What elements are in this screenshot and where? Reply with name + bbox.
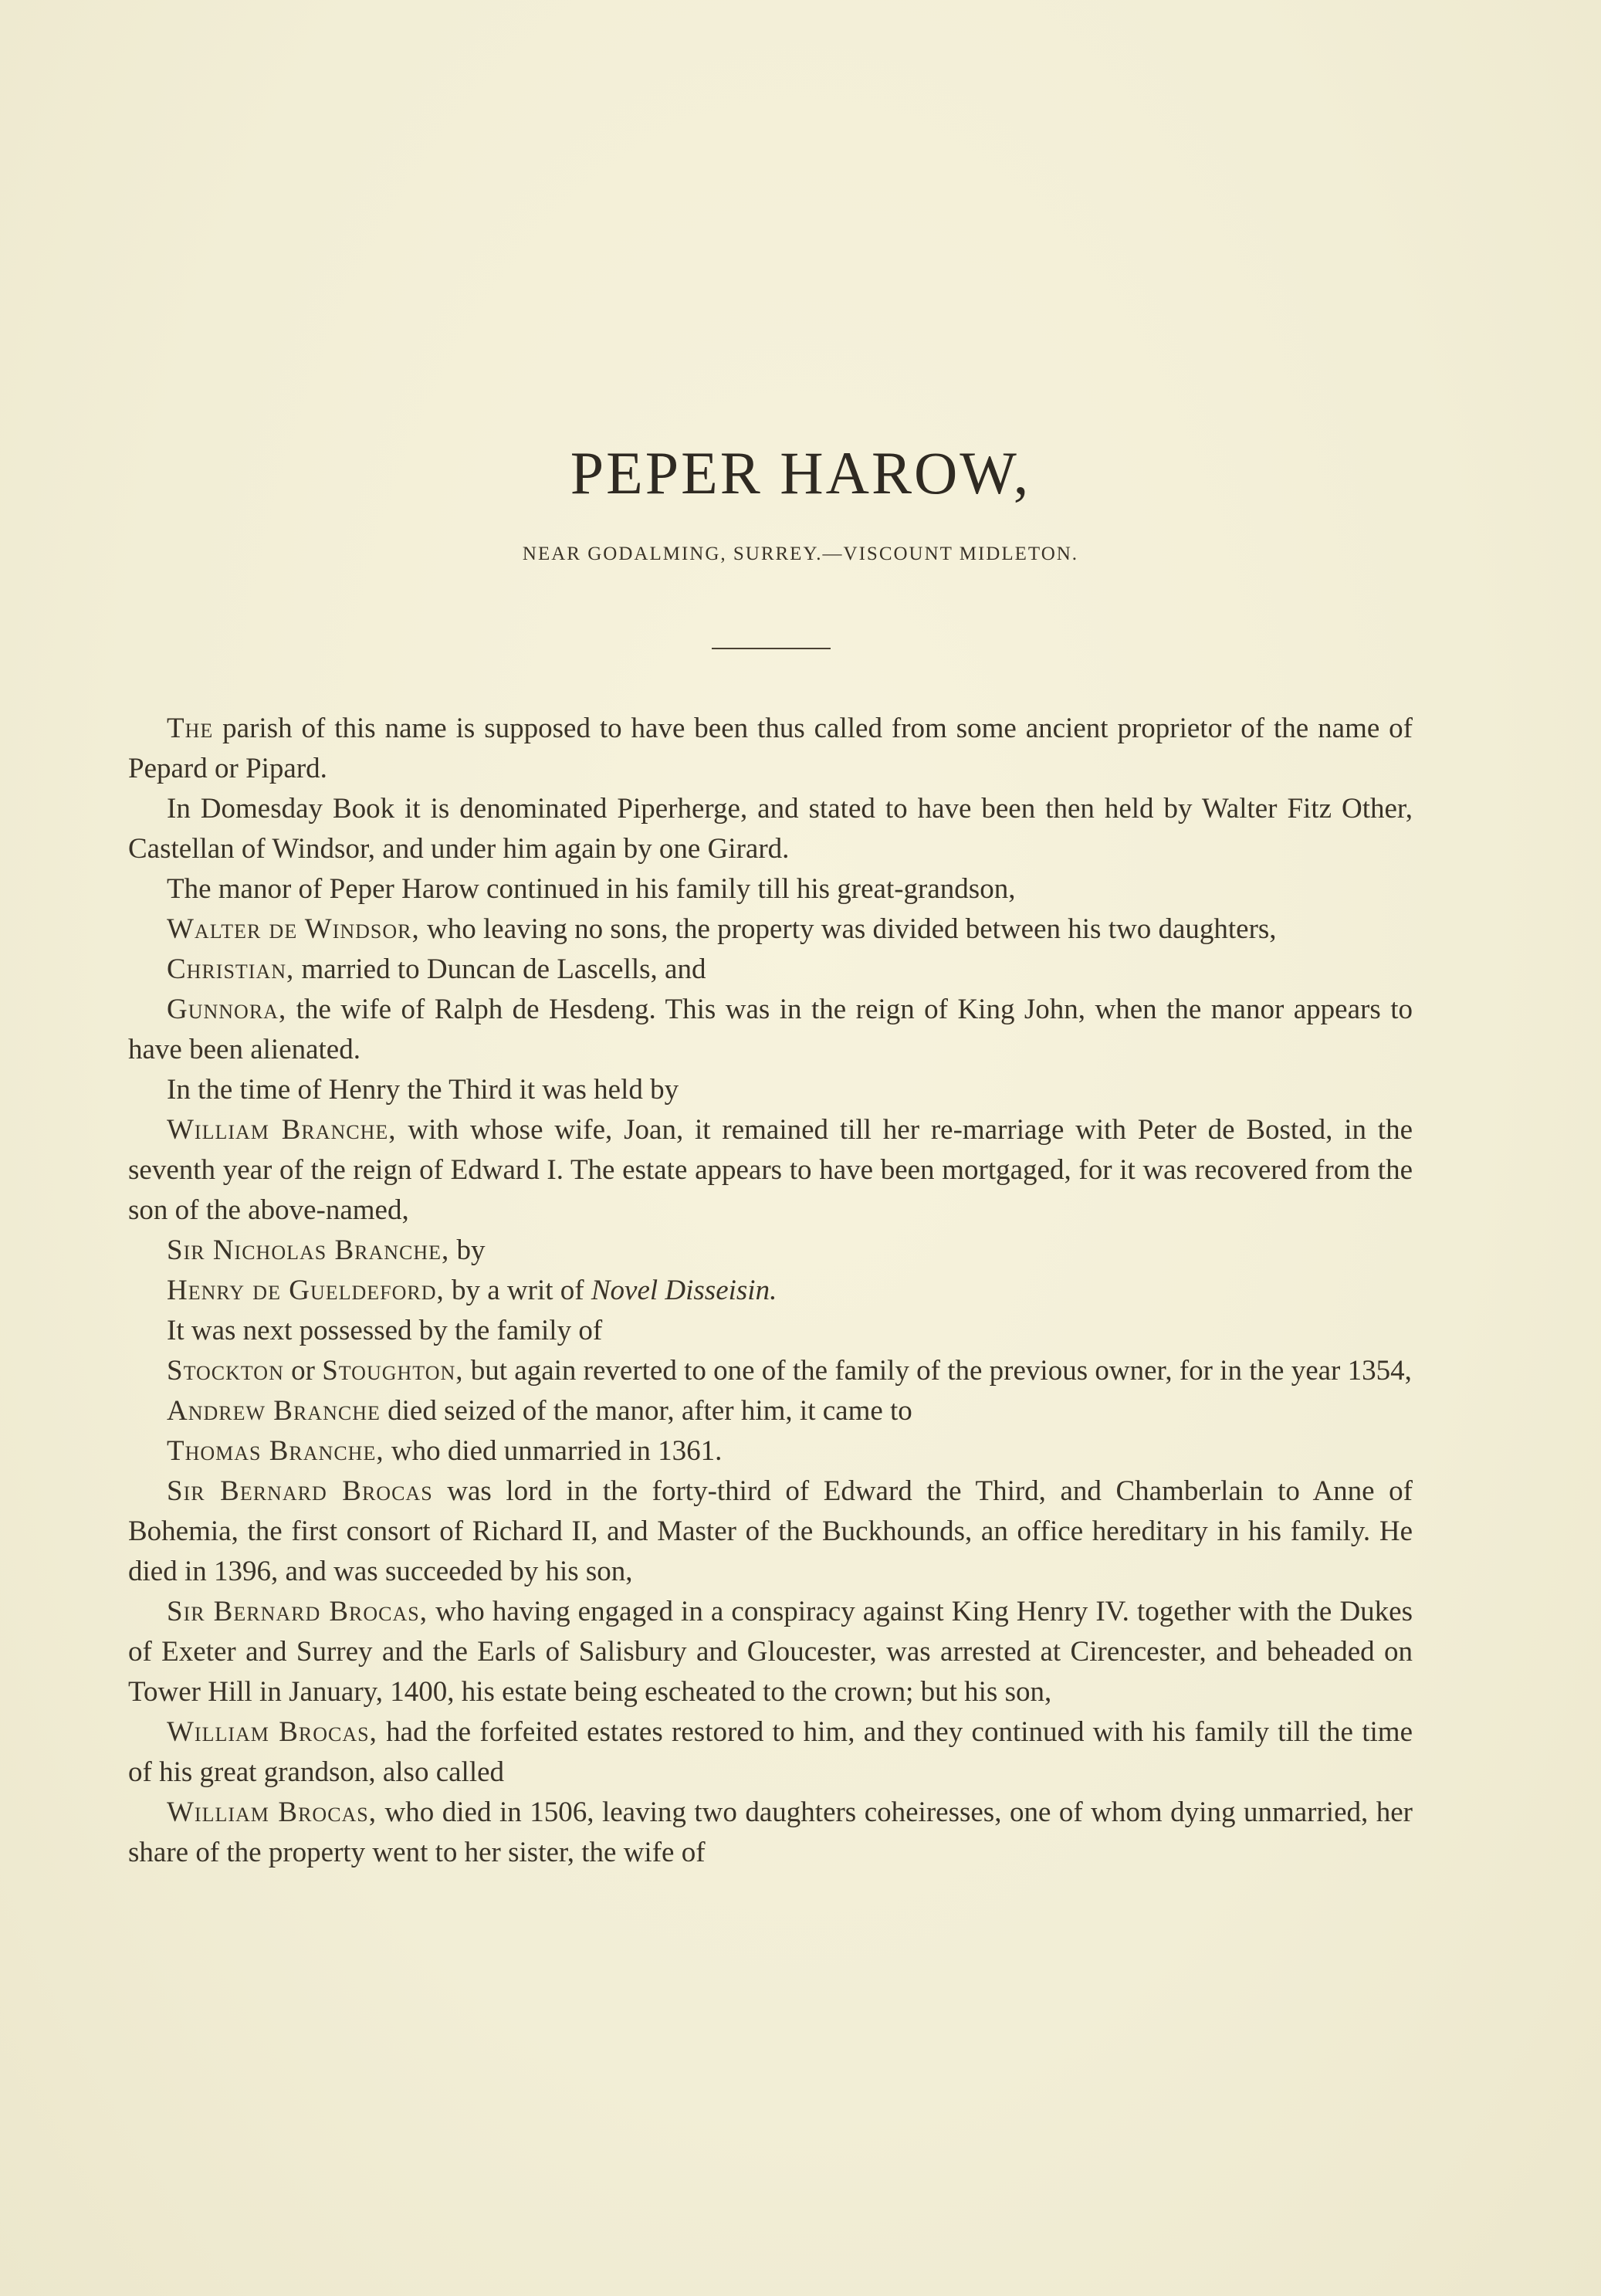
page-title: PEPER HAROW,	[570, 439, 1031, 506]
text-run: died seized of the manor, after him, it came to	[380, 1395, 912, 1427]
paragraph	[128, 1231, 1413, 1271]
paragraph	[128, 1070, 1413, 1110]
text-run: In Domesday Book it is denominated Piperherge, and stated to have been then held by Walter Fitz Other, Castellan of Windsor, and under him again by one Girard.	[128, 793, 1413, 865]
paragraph	[128, 909, 1413, 950]
paragraph	[128, 1311, 1413, 1351]
paragraph	[128, 869, 1413, 909]
name-small-caps: Andrew Branche	[167, 1395, 381, 1427]
text-run: married to Duncan de Lascells, and	[294, 953, 706, 985]
paragraph	[128, 1793, 1413, 1873]
name-small-caps: The	[167, 713, 214, 744]
paragraph	[128, 1712, 1413, 1793]
paragraph	[128, 1592, 1413, 1712]
text-run: who leaving no sons, the property was divided between his two daughters,	[419, 913, 1277, 945]
name-small-caps: William Branche,	[167, 1114, 397, 1146]
paragraph	[128, 990, 1413, 1070]
text-run: had the forfeited estates restored to him, and they continued with his family till the time of his great grandson, also called	[128, 1716, 1413, 1788]
text-run: by a writ of	[444, 1275, 591, 1306]
paragraph	[128, 1351, 1413, 1391]
paragraph	[128, 950, 1413, 990]
name-small-caps: Gunnora,	[167, 994, 287, 1025]
paragraph	[128, 789, 1413, 869]
name-small-caps: Henry de Gueldeford,	[167, 1275, 445, 1306]
text-run: by	[449, 1234, 486, 1266]
name-small-caps: Sir Bernard Brocas,	[167, 1596, 428, 1627]
name-small-caps: Thomas Branche,	[167, 1435, 384, 1467]
text-run: It was next possessed by the family of	[167, 1315, 603, 1346]
name-small-caps: Walter de Windsor,	[167, 913, 420, 945]
text-run: with whose wife, Joan, it remained till her re-marriage with Peter de Bosted, in the seventh year of the reign of Edward I. The estate appears to have been mortgaged, for it was recovered from the son of the above-named,	[128, 1114, 1413, 1226]
paragraph	[128, 1471, 1413, 1592]
title-divider	[712, 648, 831, 649]
text-run: the wife of Ralph de Hesdeng. This was in the reign of King John, when the manor appears to have been alienated.	[128, 994, 1413, 1065]
name-small-caps: Christian,	[167, 953, 295, 985]
text-run: The manor of Peper Harow continued in his family till his great-grandson,	[167, 873, 1016, 905]
name-small-caps: Sir Nicholas Branche,	[167, 1234, 450, 1266]
page-subtitle: NEAR GODALMING, SURREY.—VISCOUNT MIDLETON.	[522, 544, 1079, 564]
italic-text: Novel Disseisin.	[591, 1275, 777, 1306]
name-small-caps: William Brocas,	[167, 1716, 377, 1748]
text-run: who died unmarried in 1361.	[384, 1435, 723, 1467]
name-small-caps: Stockton	[167, 1355, 284, 1387]
text-run: who having engaged in a conspiracy against King Henry IV. together with the Dukes of Exeter and Surrey and the Earls of Salisbury and Gloucester, was arrested at Cirencester, and beheaded on Tower Hill in January, 1400, his estate being escheated to the crown; but his son,	[128, 1596, 1413, 1708]
paragraph	[128, 1391, 1413, 1431]
paragraph	[128, 1271, 1413, 1311]
paragraph	[128, 709, 1413, 789]
text-run: but again reverted to one of the family of the previous owner, for in the year 1354,	[463, 1355, 1412, 1387]
paragraph	[128, 1431, 1413, 1471]
paragraph	[128, 1110, 1413, 1231]
name-small-caps: William Brocas,	[167, 1797, 377, 1828]
name-small-caps: Stoughton,	[322, 1355, 464, 1387]
text-run: parish of this name is supposed to have been thus called from some ancient proprietor of the name of Pepard or Pipard.	[128, 713, 1413, 784]
text-run: who died in 1506, leaving two daughters coheiresses, one of whom dying unmarried, her share of the property went to her sister, the wife of	[128, 1797, 1413, 1868]
text-run: In the time of Henry the Third it was held by	[167, 1074, 679, 1106]
name-small-caps: Sir Bernard Brocas	[167, 1475, 433, 1507]
text-run: or	[283, 1355, 323, 1387]
text-run: was lord in the forty-third of Edward the Third, and Chamberlain to Anne of Bohemia, the first consort of Richard II, and Master of the Buckhounds, an office hereditary in his family. He died in 1396, and was succeeded by his son,	[128, 1475, 1413, 1587]
body-text	[128, 709, 1413, 1873]
